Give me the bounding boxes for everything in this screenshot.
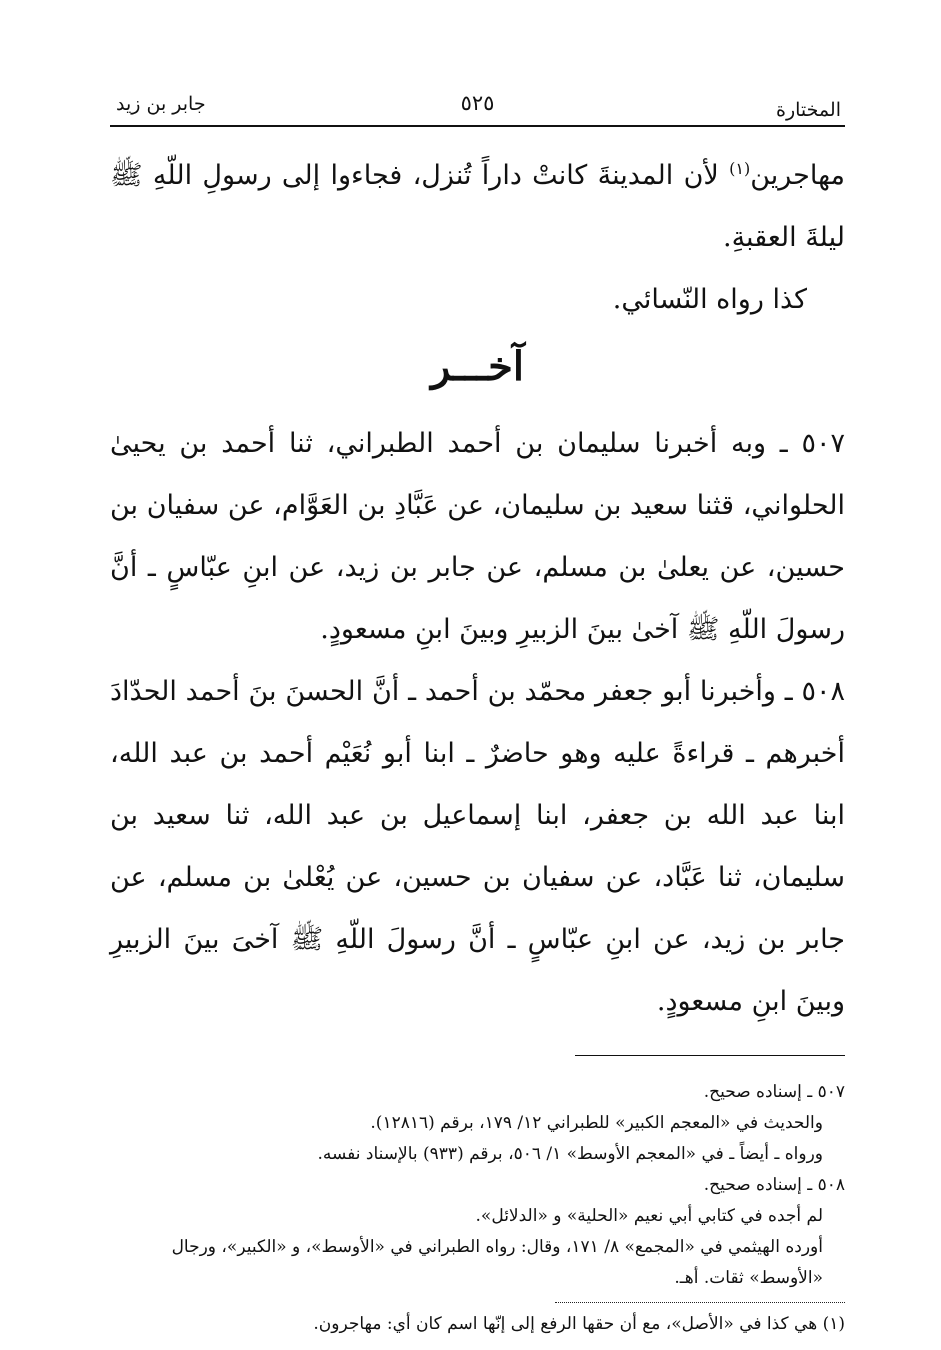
hadith-508: ٥٠٨ ـ وأخبرنا أبو جعفر محمّد بن أحمد ـ أنَّ الحسنَ بنَ أحمد الحدّادَ أخبرهم ـ قراءةً عليه وهو حاضرٌ ـ ابنا أبو نُعَيْم أحمد بن عبد الله، ابنا عبد الله بن جعفر، ابنا إسماعيل بن عبد الله، ثنا سعيد بن سليمان، ثنا عَبَّاد، عن سفيان بن حسين، عن يُعْلىٰ بن مسلم، عن جابر بن زيد، عن ابنِ عبّاسٍ ـ أنَّ رسولَ اللّهِ ﷺ آخىَ بينَ الزبيرِ وبينَ ابنِ مسعودٍ. bbox=[110, 676, 845, 1017]
header-chapter-title: جابر بن زيد bbox=[116, 93, 206, 115]
running-header bbox=[110, 85, 845, 127]
header-book-title: المختارة bbox=[776, 99, 841, 121]
page-number: ٥٢٥ bbox=[460, 91, 495, 115]
paragraph-text: لأن المدينةَ كانتْ داراً تُنزل، فجاءوا إلى رسولِ اللّهِ ﷺ ليلةَ العقبةِ. bbox=[110, 160, 845, 253]
paragraph-attribution: كذا رواه النّسائي. bbox=[612, 284, 807, 315]
main-text bbox=[110, 145, 845, 1033]
section-title-text: آخـــر bbox=[430, 343, 525, 390]
footnote-reference: (١) bbox=[729, 159, 751, 178]
note-508-line: لم أجده في كتابي أبي نعيم «الحلية» و «الدلائل». bbox=[475, 1206, 823, 1226]
note-508-heading: ٥٠٨ ـ إسناده صحيح. bbox=[703, 1175, 845, 1195]
footnote-dotted-divider bbox=[555, 1302, 845, 1303]
page bbox=[110, 85, 845, 1340]
paragraph-text: مهاجرين bbox=[750, 160, 845, 191]
note-507-heading: ٥٠٧ ـ إسناده صحيح. bbox=[703, 1082, 845, 1102]
note-507-line: ورواه ـ أيضاً ـ في «المعجم الأوسط» ١/ ٥٠٦، برقم (٩٣٣) بالإسناد نفسه. bbox=[317, 1144, 823, 1164]
hadith-507: ٥٠٧ ـ وبه أخبرنا سليمان بن أحمد الطبراني، ثنا أحمد بن يحيىٰ الحلواني، قثنا سعيد بن سليمان، عن عَبَّادِ بن العَوَّام، عن سفيان بن حسين، عن يعلىٰ بن مسلم، عن جابر بن زيد، عن ابنِ عبّاسٍ ـ أنَّ رسولَ اللّهِ ﷺ آخىٰ بينَ الزبيرِ وبينَ ابنِ مسعودٍ. bbox=[110, 428, 845, 645]
footnote-1: (١) هي كذا في «الأصل»، مع أن حقها الرفع إلى إنّها اسم كان أي: مهاجرون. bbox=[313, 1314, 845, 1334]
section-title bbox=[110, 337, 845, 397]
note-508-line: أورده الهيثمي في «المجمع» ٨/ ١٧١، وقال: رواه الطبراني في «الأوسط»، و «الكبير»، ورجال «الأوسط» ثقات. أهـ. bbox=[171, 1237, 823, 1288]
footnotes bbox=[110, 1077, 845, 1340]
note-507-line: والحديث في «المعجم الكبير» للطبراني ١٢/ ١٧٩، برقم (١٢٨١٦). bbox=[370, 1113, 823, 1133]
paragraph-continuation bbox=[110, 145, 845, 269]
